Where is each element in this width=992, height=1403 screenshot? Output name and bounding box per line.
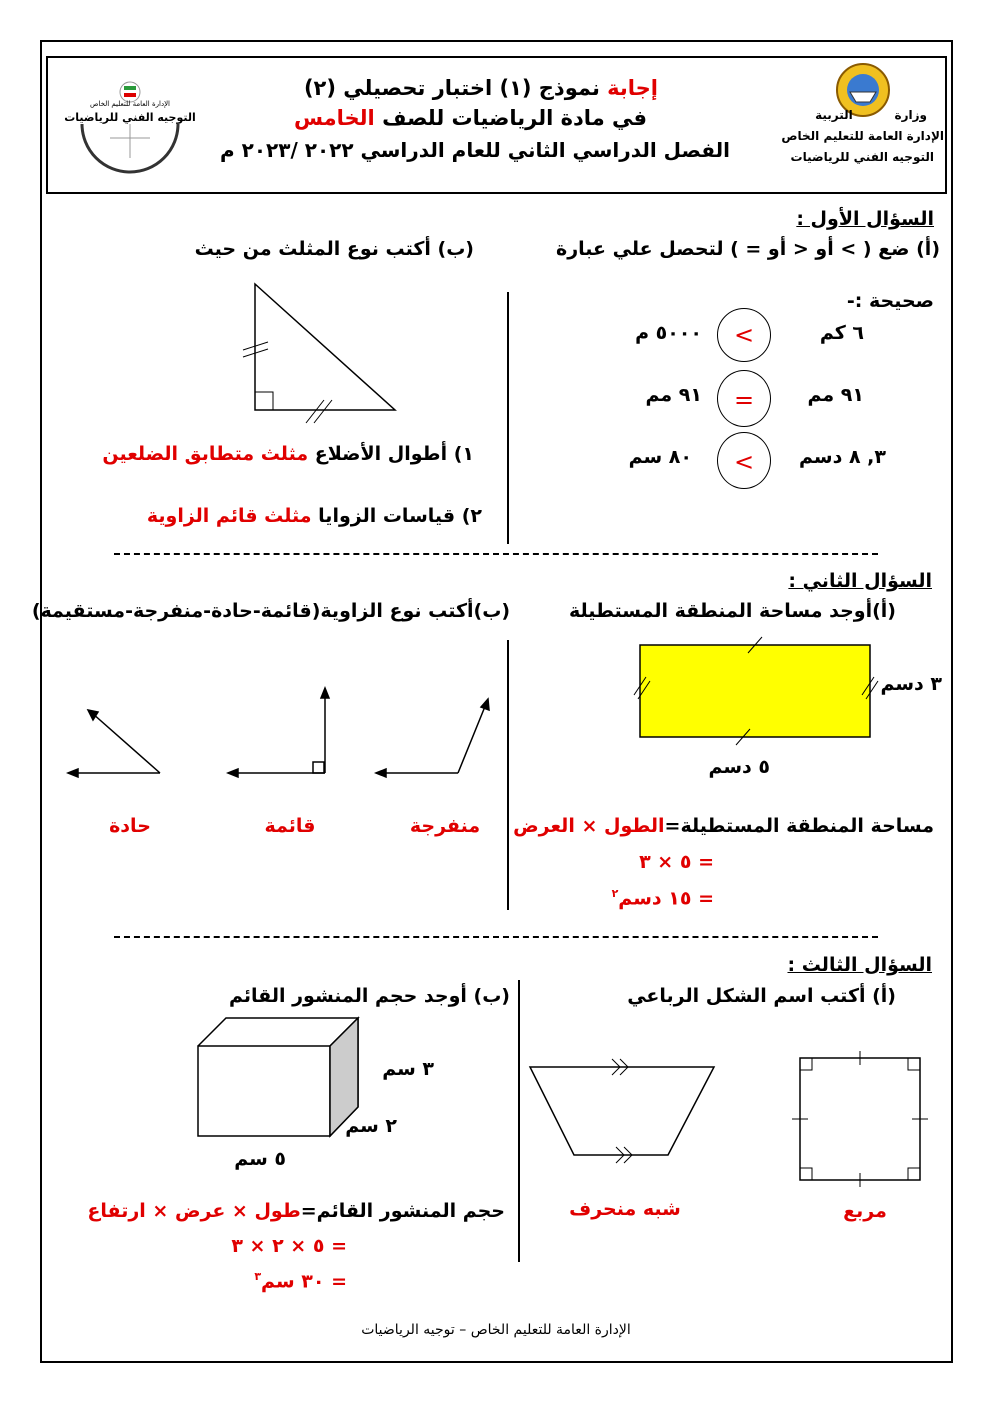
logo-main-text: التوجيه الفني للرياضيات — [64, 111, 196, 124]
divider — [518, 980, 520, 1262]
shape-answer-trapezoid: شبه منحرف — [569, 1198, 681, 1220]
volume-formula — [87, 1200, 505, 1222]
area-step1: = ٥ × ٣ — [639, 851, 714, 873]
q3-b-prompt: (ب) أوجد حجم المنشور القائم — [228, 985, 510, 1007]
volume-step2 — [254, 1270, 347, 1292]
q1-row2-left: ٩١ مم — [807, 384, 864, 406]
q2-a-prompt: (أ)أوجد مساحة المنطقة المستطيلة — [568, 600, 896, 622]
formula-label: مساحة المنطقة المستطيلة= — [664, 815, 934, 837]
step2-text: = ١٥ دسم — [618, 887, 714, 910]
q3-heading: السؤال الثالث : — [787, 954, 932, 976]
exponent: ٣ — [254, 1270, 262, 1283]
b1-label: ١) أطوال الأضلاع — [314, 443, 474, 465]
logo-small-text: الإدارة العامة للتعليم الخاص — [89, 100, 171, 108]
grade-text: الخامس — [293, 106, 375, 130]
b2-label: ٢) قياسات الزوايا — [318, 505, 482, 527]
q3-a-prompt: (أ) أكتب اسم الشكل الرباعي — [627, 985, 896, 1007]
q1-row3-right: ٨٠ سم — [628, 446, 692, 468]
length-label: ٥ سم — [234, 1148, 286, 1170]
ministry-line2: الإدارة العامة للتعليم الخاص — [781, 129, 944, 143]
q1-a-prompt: (أ) ضع ( > أو < أو = ) لتحصل علي عبارة — [556, 238, 940, 260]
formula-label: حجم المنشور القائم= — [300, 1200, 505, 1222]
header-term: الفصل الدراسي الثاني للعام الدراسي ٢٠٢٢ /٢٠٢٣ م — [220, 138, 730, 162]
answer-circle[interactable]: = — [717, 370, 771, 427]
width-label: ٢ سم — [345, 1115, 397, 1137]
answer-circle[interactable]: < — [717, 432, 771, 489]
answer-word: إجابة — [607, 76, 658, 100]
b2-answer: مثلث قائم الزاوية — [146, 505, 312, 527]
angle-answer-acute: حادة — [109, 815, 151, 837]
rectangular-prism — [195, 1015, 365, 1140]
ministry-line1 — [815, 108, 927, 122]
length-label: ٥ دسم — [708, 756, 770, 778]
width-label: ٣ دسم — [880, 673, 942, 695]
q1-a-prompt2: صحيحة :- — [846, 290, 934, 312]
education-word: التربية — [815, 108, 853, 122]
isosceles-right-triangle — [240, 280, 410, 420]
math-supervision-logo — [70, 78, 190, 176]
q1-row3-left: ٣, ٨ دسم — [798, 446, 886, 468]
divider — [507, 292, 509, 544]
footer-text: الإدارة العامة للتعليم الخاص – توجيه الرياضيات — [361, 1322, 631, 1338]
section-divider — [114, 553, 878, 555]
answer-circle[interactable]: < — [717, 308, 771, 362]
angle-figures — [60, 680, 500, 790]
q1-b-prompt: (ب) أكتب نوع المثلث من حيث — [194, 238, 474, 260]
q1-row1-right: ٥٠٠٠ م — [635, 322, 702, 344]
angle-answer-right: قائمة — [264, 815, 316, 837]
angle-answer-obtuse: منفرجة — [409, 815, 481, 837]
volume-step1: = ٥ × ٢ × ٣ — [231, 1235, 347, 1257]
formula-answer: الطول × العرض — [513, 815, 665, 837]
q1-row1-left: ٦ كم — [819, 322, 864, 344]
q1-row2-right: ٩١ مم — [645, 384, 702, 406]
q1-b1 — [102, 443, 474, 465]
header-title — [304, 76, 658, 100]
subject-text: في مادة الرياضيات للصف — [382, 106, 647, 130]
ministry-line3: التوجيه الفني للرياضيات — [790, 150, 934, 164]
q2-b-prompt: (ب)أكتب نوع الزاوية(قائمة-حادة-منفرجة-مستقيمة) — [31, 600, 510, 622]
ministry-word: وزارة — [894, 108, 927, 122]
area-step2 — [612, 887, 714, 909]
header-subject — [294, 106, 647, 130]
q1-heading: السؤال الأول : — [796, 208, 934, 230]
shape-answer-square: مربع — [843, 1200, 887, 1222]
area-formula — [513, 815, 934, 837]
q2-heading: السؤال الثاني : — [788, 570, 932, 592]
exponent: ٢ — [611, 887, 619, 900]
divider — [507, 640, 509, 910]
height-label: ٣ سم — [382, 1058, 434, 1080]
quadrilateral-figures — [520, 1045, 940, 1185]
title-text: نموذج (١) اختبار تحصيلي (٢) — [303, 76, 600, 100]
section-divider — [114, 936, 878, 938]
formula-answer: طول × عرض × ارتفاع — [87, 1200, 301, 1222]
q1-b2 — [147, 505, 482, 527]
rectangle-figure — [630, 635, 880, 745]
b1-answer: مثلث متطابق الضلعين — [102, 443, 309, 465]
step2-text: = ٣٠ سم — [261, 1270, 347, 1293]
